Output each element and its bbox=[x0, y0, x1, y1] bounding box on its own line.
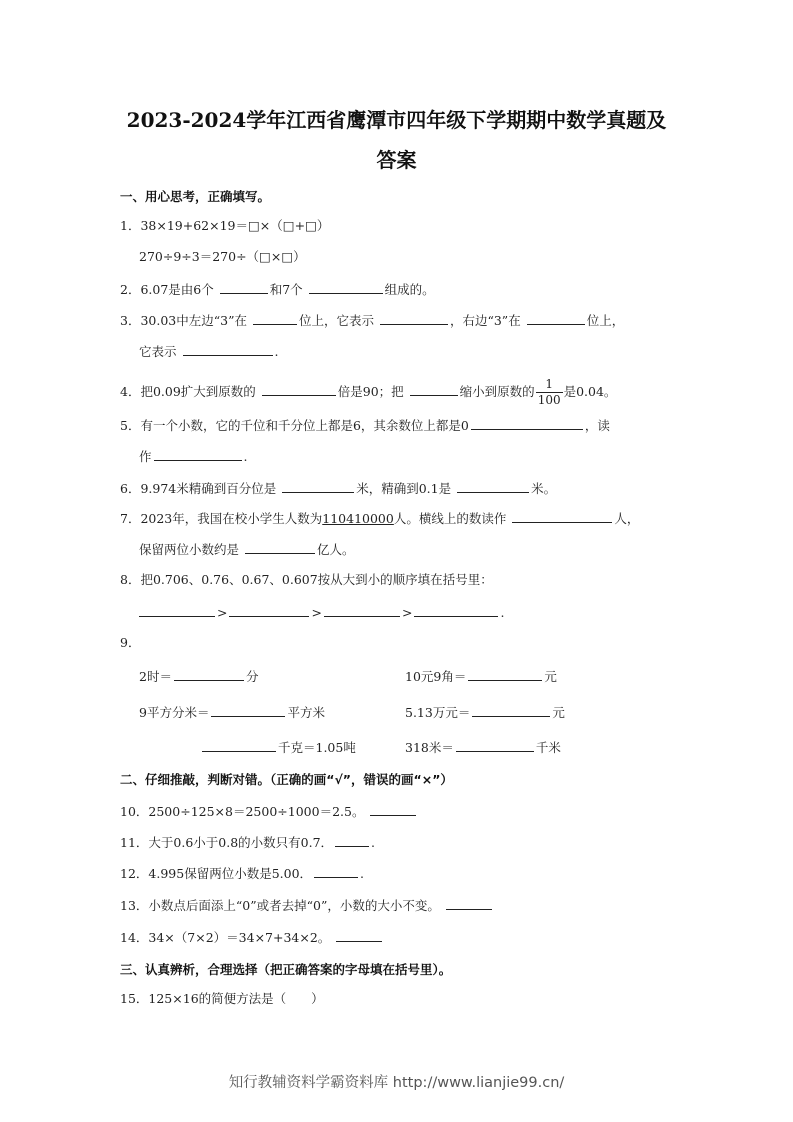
answer-blank[interactable] bbox=[512, 509, 612, 523]
question-8: 8．把0.706、0.76、0.67、0.607按从大到小的顺序填在括号里： bbox=[120, 572, 493, 587]
question-5 bbox=[120, 416, 610, 434]
q5-text-a: 5．有一个小数，它的千位和千分位上都是6，其余数位上都是0 bbox=[120, 418, 469, 433]
question-2 bbox=[120, 280, 435, 298]
q7-text-c: 人， bbox=[614, 511, 640, 526]
answer-blank[interactable] bbox=[154, 447, 242, 461]
answer-blank[interactable] bbox=[410, 382, 458, 396]
q14-text: 14．34×（7×2）＝34×7+34×2。 bbox=[120, 930, 331, 945]
section-heading-1: 一、用心思考，正确填写。 bbox=[120, 189, 271, 204]
q2-text-b: 和7个 bbox=[269, 282, 303, 297]
q4-text-c: 缩小到原数的 bbox=[459, 384, 535, 399]
page-title: 2023-2024学年江西省鹰潭市四年级下学期期中数学真题及 bbox=[126, 108, 667, 132]
question-8-answer-row bbox=[137, 603, 504, 621]
q7-text-a: 7．2023年，我国在校小学生人数为 bbox=[120, 511, 323, 526]
q3-text-b: 位上，它表示 bbox=[298, 313, 374, 328]
q8-text-end: . bbox=[500, 605, 505, 620]
q7-text-d: 保留两位小数约是 bbox=[139, 542, 240, 557]
answer-blank[interactable] bbox=[183, 342, 273, 356]
question-3-cont bbox=[139, 342, 278, 360]
q11-text-b: . bbox=[371, 835, 376, 850]
q10-text: 10．2500÷125×8＝2500÷1000＝2.5。 bbox=[120, 804, 365, 819]
q9-r3r-text-a: 318米＝ bbox=[405, 740, 454, 755]
answer-blank[interactable] bbox=[245, 540, 315, 554]
question-6 bbox=[120, 479, 556, 497]
answer-blank[interactable] bbox=[174, 667, 244, 681]
q9-conversion-4 bbox=[405, 703, 565, 721]
question-15: 15．125×16的简便方法是（ ） bbox=[120, 991, 324, 1006]
fraction-denominator: 100 bbox=[537, 393, 561, 407]
q9-conversion-5 bbox=[200, 738, 356, 756]
answer-blank[interactable] bbox=[336, 928, 382, 942]
question-11 bbox=[120, 833, 375, 851]
answer-blank[interactable] bbox=[472, 703, 550, 717]
answer-blank[interactable] bbox=[380, 311, 448, 325]
q9-r1l-text-a: 2时＝ bbox=[139, 669, 172, 684]
footer-watermark: 知行教辅资料学霸资料库 http://www.lianjie99.cn/ bbox=[228, 1075, 565, 1091]
q9-r2l-text-b: 平方米 bbox=[287, 705, 325, 720]
q9-conversion-2 bbox=[405, 667, 557, 685]
q3-text-e: 它表示 bbox=[139, 344, 177, 359]
q7-text-b: 人。横线上的数读作 bbox=[393, 511, 507, 526]
q7-underlined-number: 110410000 bbox=[322, 511, 394, 526]
q2-text-a: 2．6.07是由6个 bbox=[120, 282, 214, 297]
section-heading-2: 二、仔细推敲，判断对错。（正确的画“√”，错误的画“×”） bbox=[120, 772, 453, 787]
question-1-line-1: 1．38×19+62×19＝□×（□+□） bbox=[120, 218, 330, 233]
q3-text-c: ，右边“3”在 bbox=[449, 313, 521, 328]
q6-text-a: 6．9.974米精确到百分位是 bbox=[120, 481, 277, 496]
answer-blank[interactable] bbox=[282, 479, 354, 493]
answer-blank[interactable] bbox=[314, 864, 358, 878]
question-5-cont bbox=[139, 447, 248, 465]
answer-blank[interactable] bbox=[229, 603, 309, 617]
q9-conversion-6 bbox=[405, 738, 561, 756]
answer-blank[interactable] bbox=[335, 833, 369, 847]
q6-text-b: 米，精确到0.1是 bbox=[356, 481, 452, 496]
answer-blank[interactable] bbox=[262, 382, 336, 396]
answer-blank[interactable] bbox=[309, 280, 383, 294]
q9-r2l-text-a: 9平方分米＝ bbox=[139, 705, 210, 720]
q7-text-e: 亿人。 bbox=[317, 542, 355, 557]
question-7 bbox=[120, 509, 639, 527]
question-3 bbox=[120, 311, 624, 329]
q6-text-c: 米。 bbox=[531, 481, 557, 496]
answer-blank[interactable] bbox=[527, 311, 585, 325]
question-1-line-2: 270÷9÷3＝270÷（□×□） bbox=[139, 249, 306, 264]
greater-than-sign: > bbox=[217, 605, 228, 620]
q9-r3l-text-b: 千克＝1.05吨 bbox=[278, 740, 356, 755]
question-7-cont bbox=[139, 540, 355, 558]
q12-text-b: . bbox=[360, 866, 365, 881]
q2-text-c: 组成的。 bbox=[384, 282, 435, 297]
q3-text-f: . bbox=[274, 344, 279, 359]
q4-text-a: 4．把0.09扩大到原数的 bbox=[120, 384, 256, 399]
greater-than-sign: > bbox=[401, 605, 413, 620]
answer-blank[interactable] bbox=[414, 603, 498, 617]
q9-r2r-text-a: 5.13万元＝ bbox=[405, 705, 471, 720]
answer-blank[interactable] bbox=[253, 311, 297, 325]
q5-text-d: . bbox=[243, 449, 248, 464]
q9-conversion-1 bbox=[139, 667, 258, 685]
q3-text-d: 位上， bbox=[586, 313, 625, 328]
q13-text: 13．小数点后面添上“0”或者去掉“0”，小数的大小不变。 bbox=[120, 898, 440, 913]
q9-r1r-text-a: 10元9角＝ bbox=[405, 669, 467, 684]
q9-r2r-text-b: 元 bbox=[552, 705, 565, 720]
question-12 bbox=[120, 864, 364, 882]
answer-blank[interactable] bbox=[211, 703, 285, 717]
question-4 bbox=[120, 377, 616, 408]
q11-text-a: 11．大于0.6小于0.8的小数只有0.7． bbox=[120, 835, 334, 850]
q4-text-d: 是0.04。 bbox=[563, 384, 617, 399]
q12-text-a: 12．4.995保留两位小数是5.00． bbox=[120, 866, 313, 881]
q9-r3r-text-b: 千米 bbox=[535, 740, 561, 755]
fraction bbox=[536, 377, 563, 408]
q9-r1r-text-b: 元 bbox=[544, 669, 557, 684]
answer-blank[interactable] bbox=[324, 603, 400, 617]
answer-blank[interactable] bbox=[468, 667, 542, 681]
answer-blank[interactable] bbox=[471, 416, 583, 430]
q3-text-a: 3．30.03中左边“3”在 bbox=[120, 313, 247, 328]
answer-blank[interactable] bbox=[139, 603, 215, 617]
section-heading-3: 三、认真辨析，合理选择（把正确答案的字母填在括号里）。 bbox=[120, 962, 452, 977]
answer-blank[interactable] bbox=[456, 738, 534, 752]
answer-blank[interactable] bbox=[457, 479, 529, 493]
q5-text-c: 作 bbox=[139, 449, 152, 464]
q9-conversion-3 bbox=[139, 703, 325, 721]
greater-than-sign: > bbox=[311, 605, 322, 620]
question-13 bbox=[120, 896, 494, 914]
answer-blank[interactable] bbox=[446, 896, 492, 910]
answer-blank[interactable] bbox=[202, 738, 276, 752]
q9-r1l-text-b: 分 bbox=[245, 669, 259, 684]
answer-blank[interactable] bbox=[370, 802, 416, 816]
q5-text-b: ，读 bbox=[584, 418, 610, 433]
answer-blank[interactable] bbox=[220, 280, 268, 294]
fraction-numerator: 1 bbox=[536, 377, 563, 393]
question-10 bbox=[120, 802, 418, 820]
q4-text-b: 倍是90；把 bbox=[337, 384, 404, 399]
question-9-label: 9． bbox=[120, 635, 141, 650]
page-title-cont: 答案 bbox=[376, 148, 417, 172]
question-14 bbox=[120, 928, 384, 946]
